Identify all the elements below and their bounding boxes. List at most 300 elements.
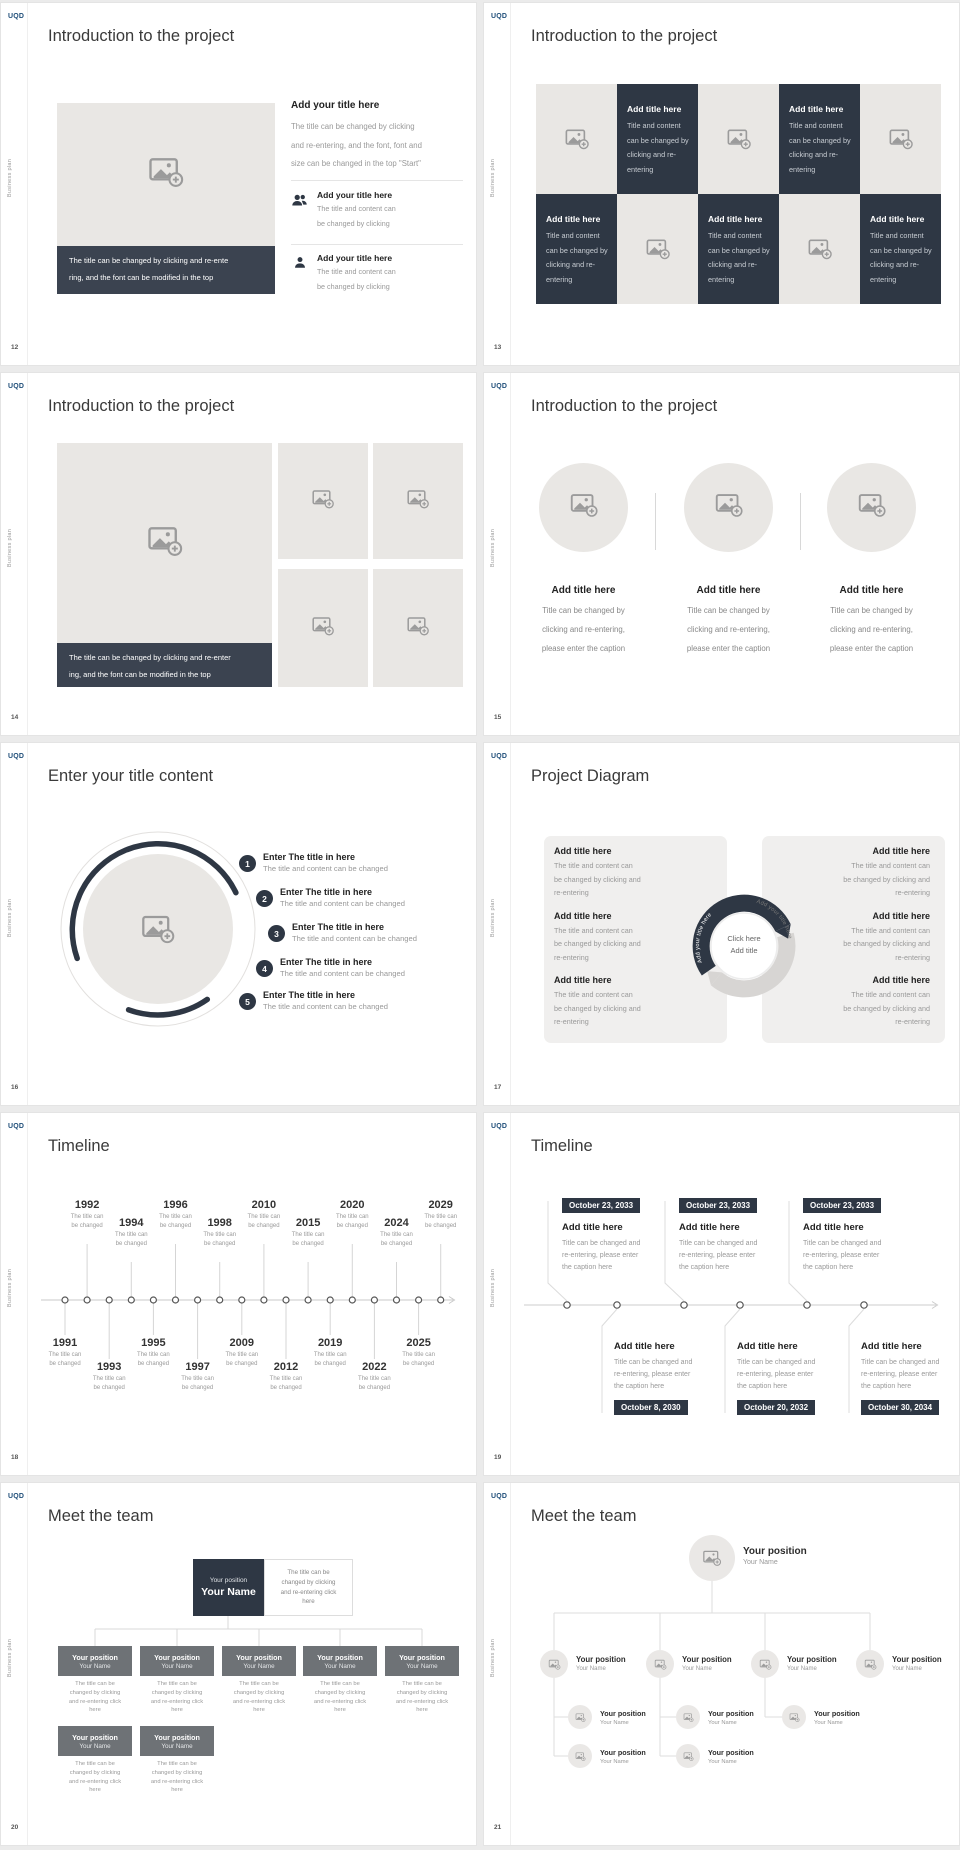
caption-line: changed by clicking [314, 1689, 366, 1696]
image-placeholder-cell[interactable] [698, 84, 779, 194]
step-number-badge: 3 [268, 925, 285, 942]
entry-body-line: the caption here [737, 1383, 788, 1390]
slide-title: Introduction to the project [531, 397, 718, 415]
image-placeholder-icon [714, 490, 744, 520]
image-placeholder-icon [564, 126, 590, 152]
caption-line: and re-entering click [68, 1778, 122, 1785]
image-placeholder[interactable] [684, 463, 773, 552]
event-year: 2009 [229, 1337, 255, 1349]
slide-15[interactable] [483, 372, 960, 736]
slide-title: Enter your title content [48, 767, 214, 785]
timeline-entry [803, 1195, 903, 1274]
body-line: be changed by clicking and [554, 939, 641, 948]
image-placeholder-icon [548, 1658, 561, 1671]
step-number-badge: 4 [256, 960, 273, 977]
org-chart-members [484, 1483, 960, 1846]
event-caption-line: be changed [181, 1385, 214, 1391]
item-body-line: be changed by clicking [317, 281, 390, 291]
member-position: Your position [600, 1709, 646, 1718]
note-line: and re-entering click [280, 1588, 337, 1596]
ring-text-right: Add your title here [755, 898, 793, 940]
cell-body: Title and content can be changed by clicking and re-entering [627, 121, 689, 174]
entry-body-line: the caption here [803, 1264, 854, 1271]
event-caption-line: be changed [71, 1223, 103, 1229]
item-title: Enter The title in here [280, 887, 373, 897]
brand-logo: UQD [8, 1123, 25, 1130]
event-caption-line: The title can [92, 1376, 126, 1382]
member-label [682, 1655, 732, 1672]
page-number: 13 [494, 344, 502, 351]
team-member-box[interactable] [303, 1646, 377, 1676]
image-caption [57, 643, 272, 687]
feature-column [512, 463, 655, 658]
event-caption-line: The title can [380, 1232, 413, 1238]
list-item [239, 852, 388, 873]
member-label [708, 1748, 754, 1765]
caption-line: changed by clicking [69, 1769, 121, 1776]
avatar-circle[interactable] [568, 1744, 592, 1768]
entry-body-line: Title can be changed and [803, 1240, 882, 1247]
entry-body-line: re-entering, please enter [679, 1252, 756, 1259]
body-line: please enter the caption [686, 644, 771, 653]
sidebar-vertical-label: Business plan [7, 158, 13, 198]
image-placeholder[interactable] [373, 569, 463, 687]
item-body: The title and content can be changed [280, 899, 405, 908]
slide-title: Meet the team [531, 1507, 637, 1525]
image-placeholder-icon [683, 1712, 694, 1723]
image-placeholder-icon [575, 1712, 586, 1723]
item-body: The title and content can be changed [292, 934, 417, 943]
divider-line [27, 3, 28, 365]
event-caption-line: The title can [203, 1232, 237, 1238]
entry-body-line: the caption here [562, 1264, 613, 1271]
event-caption-line: The title can [291, 1232, 325, 1238]
cell-title: Add title here [789, 104, 844, 114]
person-icon [291, 255, 308, 294]
event-caption-line: The title can [313, 1352, 347, 1358]
image-placeholder-icon [789, 1712, 800, 1723]
text-cell[interactable] [617, 84, 698, 194]
sidebar-vertical-label: Business plan [7, 1638, 13, 1678]
slide-title: Timeline [531, 1137, 593, 1155]
caption-line: and re-entering click [68, 1698, 122, 1705]
member-position: Your position [576, 1655, 626, 1664]
checkerboard-grid [536, 84, 941, 304]
text-cell[interactable] [779, 84, 860, 194]
item-title: Enter The title in here [263, 990, 356, 1000]
step-number-badge: 5 [239, 993, 256, 1010]
image-placeholder-icon [864, 1658, 877, 1671]
caption-line: here [253, 1707, 265, 1714]
entry-title: Add title here [614, 1341, 675, 1352]
entry-title: Add title here [737, 1341, 798, 1352]
avatar-circle[interactable] [782, 1705, 806, 1729]
member-name: Your Name [708, 1720, 737, 1726]
team-member-box[interactable] [140, 1726, 214, 1756]
text-cell[interactable] [698, 194, 779, 304]
member-name: Your Name [79, 1662, 111, 1670]
body-line: re-entering [895, 888, 930, 897]
item-title: Enter The title in here [292, 922, 385, 932]
sidebar-vertical-label: Business plan [7, 528, 13, 568]
item-title: Add title here [872, 910, 930, 921]
entry-title: Add title here [803, 1222, 864, 1233]
slide-title: Introduction to the project [48, 397, 235, 415]
cell-body: Title and content can be changed by clicking and re-entering [708, 231, 770, 284]
event-caption-line: The title can [114, 1232, 148, 1238]
member-name: Your Name [406, 1662, 438, 1670]
image-placeholder-cell[interactable] [617, 194, 698, 304]
body-line: Title can be changed by [830, 606, 913, 615]
ring-text-left: Add your title here [694, 912, 714, 964]
member-name: Your Name [324, 1662, 356, 1670]
entry-title: Add title here [562, 1222, 623, 1233]
member-name: Your Name [161, 1742, 193, 1750]
member-label [787, 1655, 837, 1672]
divider [655, 493, 656, 550]
page-number: 16 [11, 1084, 19, 1091]
caption-line: The title can be [402, 1681, 442, 1687]
caption-line: and re-entering click [395, 1698, 449, 1705]
sidebar-vertical-label: Business plan [490, 1268, 496, 1308]
item-text [263, 852, 388, 873]
member-position: Your position [236, 1652, 282, 1662]
event-year: 1998 [207, 1217, 232, 1229]
diagram-center-label[interactable] [714, 933, 774, 957]
cell-title: Add title here [708, 214, 763, 224]
caption-line: changed by clicking [69, 1689, 121, 1696]
item-title: Enter The title in here [263, 852, 356, 862]
slide-21[interactable] [483, 1482, 960, 1846]
timeline-entries [484, 1113, 960, 1476]
member-caption [140, 1760, 214, 1795]
cell-title: Add title here [546, 214, 601, 224]
image-placeholder-icon [857, 490, 887, 520]
caption-line: and re-entering click [150, 1698, 204, 1705]
avatar-circle[interactable] [856, 1650, 884, 1678]
entry-body-line: the caption here [679, 1264, 730, 1271]
image-placeholder-icon [726, 126, 752, 152]
image-placeholder[interactable] [57, 103, 275, 246]
slide-14[interactable] [0, 372, 477, 736]
event-year: 2010 [251, 1199, 277, 1211]
entry-body-line: re-entering, please enter [614, 1371, 691, 1378]
avatar-circle[interactable] [689, 1535, 735, 1581]
body-line: be changed by clicking and [843, 874, 930, 884]
image-placeholder-icon [311, 614, 335, 638]
event-caption-line: be changed [314, 1361, 346, 1367]
body-line: Title can be changed by [687, 606, 770, 615]
slide-13[interactable] [483, 2, 960, 366]
cell-body: Title and content can be changed by clicking and re-entering [789, 121, 851, 174]
date-badge: October 23, 2033 [803, 1198, 881, 1213]
event-caption-line: The title can [335, 1214, 369, 1220]
section-title: Add your title here [291, 100, 380, 111]
item-title: Add title here [554, 846, 612, 856]
center-line: Click here [727, 934, 761, 943]
image-placeholder-icon [683, 1751, 694, 1762]
caption-line: The title can be [75, 1681, 115, 1687]
member-position: Your position [72, 1652, 118, 1662]
event-caption-line: be changed [380, 1241, 413, 1247]
member-label [708, 1709, 754, 1726]
event-caption-line: be changed [336, 1223, 368, 1229]
event-caption-line: be changed [226, 1361, 258, 1367]
image-caption [57, 246, 275, 294]
image-placeholder-icon [146, 522, 184, 560]
timeline-entry [679, 1195, 779, 1274]
event-year: 1991 [52, 1337, 78, 1349]
body-line: be changed by clicking and [843, 939, 930, 948]
team-member-box[interactable] [58, 1726, 132, 1756]
event-caption-line: be changed [358, 1385, 391, 1391]
date-badge: October 30, 2034 [861, 1400, 939, 1415]
sidebar-vertical-label: Business plan [490, 898, 496, 938]
member-name: Your Name [814, 1720, 843, 1726]
member-position: Your position [154, 1732, 200, 1742]
event-year: 1994 [119, 1217, 144, 1229]
entry-title: Add title here [861, 1341, 922, 1352]
image-placeholder[interactable] [278, 569, 368, 687]
member-name: Your Name [576, 1666, 606, 1672]
right-items [810, 846, 930, 1040]
slide-title: Timeline [48, 1137, 110, 1155]
divider-line [510, 373, 511, 735]
cell-title: Add title here [870, 214, 925, 224]
event-year: 2024 [384, 1217, 409, 1229]
text-column [291, 100, 467, 174]
caption-line: The title can be [75, 1761, 115, 1767]
entry-body-line: the caption here [614, 1383, 665, 1390]
caption-line: here [171, 1787, 183, 1794]
member-caption [58, 1760, 132, 1795]
member-position: Your position [399, 1652, 445, 1662]
event-caption-line: be changed [270, 1385, 302, 1391]
slide-18[interactable] [0, 1112, 477, 1476]
avatar-circle[interactable] [568, 1705, 592, 1729]
page-number: 14 [11, 714, 19, 721]
image-placeholder[interactable] [539, 463, 628, 552]
event-year: 1996 [163, 1199, 188, 1211]
item-body-line: The title and content can [317, 204, 396, 213]
event-year: 2025 [406, 1337, 431, 1349]
event-year: 2029 [428, 1199, 453, 1211]
image-placeholder[interactable] [827, 463, 916, 552]
caption-line: changed by clicking [396, 1689, 448, 1696]
slide-16[interactable] [0, 742, 477, 1106]
member-name: Your Name [600, 1759, 629, 1765]
timeline-event [393, 1337, 445, 1369]
event-year: 1995 [141, 1337, 166, 1349]
event-caption-line: be changed [248, 1223, 280, 1229]
event-caption-line: be changed [93, 1385, 125, 1391]
member-label [576, 1655, 626, 1672]
body-line: please enter the caption [541, 644, 626, 653]
slide-title: Meet the team [48, 1507, 154, 1525]
cell-body: Title and content can be changed by clicking and re-entering [870, 231, 932, 284]
member-name: Your Name [79, 1742, 111, 1750]
caption-line: The title can be [239, 1681, 279, 1687]
team-member-box[interactable] [140, 1646, 214, 1676]
center-line: Add title [730, 946, 758, 955]
caption-line: changed by clicking [151, 1769, 203, 1776]
feature-column [657, 463, 800, 658]
body-line: The title and content can [554, 861, 633, 870]
divider-line [510, 3, 511, 365]
list-item [268, 922, 417, 943]
item-title: Add title here [554, 975, 612, 985]
team-member-box[interactable] [222, 1646, 296, 1676]
avatar-circle[interactable] [646, 1650, 674, 1678]
event-caption-line: The title can [159, 1214, 192, 1220]
entry-title: Add title here [679, 1222, 740, 1233]
caption-line: The title can be [320, 1681, 360, 1687]
image-placeholder-cell[interactable] [860, 84, 941, 194]
text-cell[interactable] [536, 194, 617, 304]
page-number: 12 [11, 344, 19, 351]
body-line: be changed by clicking and [554, 1003, 641, 1013]
member-name: Your Name [161, 1662, 193, 1670]
event-caption-line: be changed [159, 1223, 192, 1229]
list-item [256, 957, 405, 978]
avatar-circle[interactable] [751, 1650, 779, 1678]
divider-line [27, 373, 28, 735]
image-placeholder[interactable] [373, 443, 463, 559]
event-caption-line: be changed [115, 1241, 147, 1247]
item-title: Add title here [839, 585, 904, 596]
body-line: The title and content can [851, 990, 930, 999]
page-number: 20 [11, 1824, 19, 1831]
member-caption [222, 1680, 296, 1715]
event-caption-line: The title can [358, 1376, 391, 1382]
image-placeholder-cell[interactable] [779, 194, 860, 304]
caption-line: here [416, 1707, 428, 1714]
slide-20[interactable] [0, 1482, 477, 1846]
note-line: changed by clicking [281, 1578, 336, 1586]
divider [800, 493, 801, 550]
brand-logo: UQD [8, 1493, 25, 1500]
image-placeholder-icon [888, 126, 914, 152]
event-year: 2019 [317, 1337, 343, 1349]
image-placeholder-icon [147, 153, 185, 191]
body-line: be changed by clicking and [554, 874, 641, 884]
event-caption-line: The title can [70, 1214, 104, 1220]
avatar-circle[interactable] [540, 1650, 568, 1678]
caption-line: and re-entering click [313, 1698, 367, 1705]
team-member-box[interactable] [385, 1646, 459, 1676]
brand-logo: UQD [8, 753, 25, 760]
org-chart-members [1, 1483, 477, 1846]
divider [291, 244, 463, 245]
body-line: and re-entering, and the font, font and [291, 140, 422, 150]
brand-logo: UQD [8, 383, 25, 390]
slide-title: Project Diagram [531, 767, 650, 785]
brand-logo: UQD [491, 1123, 508, 1130]
body-line: be changed by clicking and [843, 1003, 930, 1013]
item-body-line: The title and content can [317, 267, 396, 276]
item-title: Enter The title in here [280, 957, 373, 967]
slide-12[interactable] [0, 2, 477, 366]
member-name: Your Name [708, 1759, 737, 1765]
member-position: Your position [600, 1748, 646, 1757]
timeline-entry [614, 1341, 714, 1415]
page-number: 21 [494, 1824, 502, 1831]
avatar-circle[interactable] [676, 1744, 700, 1768]
date-badge: October 20, 2032 [737, 1400, 815, 1415]
member-position: Your position [814, 1709, 860, 1718]
image-placeholder-icon [569, 490, 599, 520]
event-caption-line: be changed [425, 1223, 457, 1229]
caption-line: here [89, 1707, 101, 1714]
text-cell[interactable] [860, 194, 941, 304]
member-position: Your position [72, 1732, 118, 1742]
event-year: 1992 [74, 1199, 100, 1211]
body-line: re-entering [554, 952, 589, 962]
sidebar-vertical-label: Business plan [7, 1268, 13, 1308]
item-title: Add title here [696, 585, 761, 596]
body-line: clicking and re-entering, [687, 625, 770, 634]
image-placeholder[interactable] [278, 443, 368, 559]
cell-body: Title and content can be changed by clicking and re-entering [546, 231, 608, 284]
caption-line: and re-entering click [232, 1698, 286, 1705]
member-label [814, 1709, 860, 1726]
caption-line: here [334, 1707, 346, 1714]
event-caption-line: The title can [225, 1352, 259, 1358]
event-year: 2015 [295, 1217, 321, 1229]
slide-17[interactable] [483, 742, 960, 1106]
brand-logo: UQD [491, 753, 508, 760]
member-label [600, 1709, 646, 1726]
feature-item [291, 190, 467, 231]
event-year: 1993 [96, 1361, 122, 1373]
member-position: Your position [708, 1748, 754, 1757]
sidebar-vertical-label: Business plan [490, 528, 496, 568]
numbered-list [1, 743, 477, 1106]
event-year: 2012 [273, 1361, 299, 1373]
body-line: re-entering [895, 1017, 930, 1026]
caption-line: here [89, 1787, 101, 1794]
slide-19[interactable] [483, 1112, 960, 1476]
caption-line: ring, and the font can be modified in the top [69, 272, 214, 282]
entry-body-line: Title can be changed and [861, 1359, 940, 1366]
body-line: re-entering [895, 952, 930, 962]
image-placeholder[interactable] [57, 443, 272, 643]
entry-body-line: re-entering, please enter [562, 1252, 639, 1259]
member-name: Your Name [600, 1720, 629, 1726]
avatar-circle[interactable] [676, 1705, 700, 1729]
date-badge: October 23, 2033 [562, 1198, 640, 1213]
team-member-box[interactable] [58, 1646, 132, 1676]
item-text [280, 887, 405, 908]
brand-logo: UQD [491, 13, 508, 20]
page-number: 19 [494, 1454, 502, 1461]
image-placeholder-cell[interactable] [536, 84, 617, 194]
item-body: The title and content can be changed [280, 969, 405, 978]
sidebar-vertical-label: Business plan [7, 898, 13, 938]
list-item [256, 887, 405, 908]
timeline-event [415, 1199, 467, 1231]
step-number-badge: 2 [256, 890, 273, 907]
event-caption-line: The title can [424, 1214, 458, 1220]
image-placeholder-icon [645, 236, 671, 262]
brand-logo: UQD [8, 13, 25, 20]
event-caption-line: be changed [137, 1361, 170, 1367]
caption-line: ing, and the font can be modified in the top [69, 669, 211, 679]
body-line: The title and content can [851, 925, 930, 935]
member-label [892, 1655, 942, 1672]
slide-title: Introduction to the project [531, 27, 718, 45]
body-line: clicking and re-entering, [542, 625, 625, 634]
